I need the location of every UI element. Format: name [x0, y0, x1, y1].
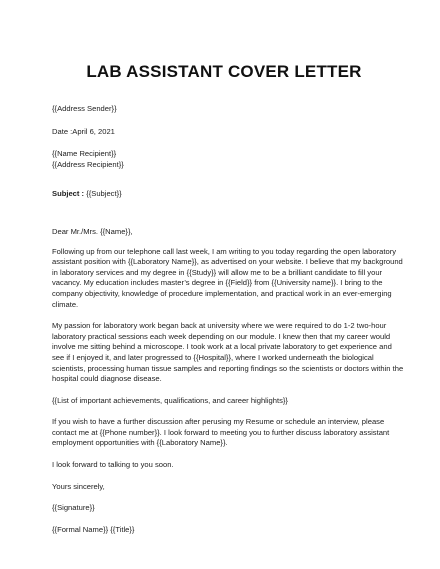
- paragraph-line: employment opportunities with {{Laboratory Name}}.: [52, 438, 228, 448]
- signature: {{Signature}}: [52, 503, 95, 513]
- paragraph-line: involve me sitting behind a microscope. I took work at a local private laboratory to get experience and: [52, 342, 392, 352]
- date-label: Date :: [52, 126, 73, 136]
- recipient-block: [52, 149, 402, 170]
- salutation: Dear Mr./Mrs. {{Name}},: [52, 226, 133, 236]
- paragraph-line: assistant position with {{Laboratory Name}}, as advertised on your website. I believe that my background: [52, 257, 403, 267]
- closing: Yours sincerely,: [52, 481, 105, 491]
- sender-address: {{Address Sender}}: [52, 104, 117, 113]
- paragraph-line: My passion for laboratory work began back at university where we were required to do 1-2 two-hour: [52, 321, 387, 331]
- paragraph-line: in laboratory services and my degree in {{Study}} will allow me to be a brilliant candidate to fill your: [52, 267, 383, 277]
- paragraph-intro: [52, 247, 402, 311]
- paragraph-contact: [52, 417, 402, 449]
- paragraph-line: If you wish to have a further discussion after perusing my Resume or schedule an interview, please: [52, 417, 385, 427]
- paragraph-achievements: [52, 396, 402, 407]
- date-line: [52, 127, 402, 138]
- paragraph-line: laboratory practical sessions each week depending on our module. I knew then that my career would: [52, 331, 391, 341]
- document-title: LAB ASSISTANT COVER LETTER: [86, 62, 362, 81]
- recipient-name: {{Name Recipient}}: [52, 149, 117, 159]
- subject-line: [52, 189, 402, 200]
- paragraph-line: contact me at {{Phone number}}. I look forward to meeting you to further discuss laboratory assistant: [52, 427, 390, 437]
- formal-name: {{Formal Name}} {{Title}}: [52, 524, 135, 534]
- paragraph-line: Following up from our telephone call last week, I am writing to you today regarding the open laboratory: [52, 246, 397, 256]
- subject-label: Subject :: [52, 189, 85, 199]
- paragraph-closing-remark: [52, 460, 402, 471]
- paragraph-line: scientists, processing human tissue samples and reporting findings so the scientists or doctors within the: [52, 363, 404, 373]
- recipient-address: {{Address Recipient}}: [52, 159, 124, 169]
- paragraph-line: {{List of important achievements, qualifications, and career highlights}}: [52, 395, 288, 405]
- paragraph-line: hospital could diagnose disease.: [52, 374, 162, 384]
- paragraph-line: vacancy. My education includes master’s degree in {{Field}} from {{University name}}. I bring to the: [52, 278, 383, 288]
- subject-value: {{Subject}}: [84, 189, 122, 199]
- paragraph-line: company objectivity, knowledge of procedure implementation, and practical work in an ever-emerging: [52, 288, 392, 298]
- paragraph-line: see if I enjoyed it, and later progressed to {{Hospital}}, where I worked underneath the biological: [52, 352, 374, 362]
- date-value: April 6, 2021: [72, 126, 115, 136]
- paragraph-line: I look forward to talking to you soon.: [52, 460, 174, 470]
- paragraph-line: climate.: [52, 299, 79, 309]
- paragraph-passion: [52, 321, 402, 385]
